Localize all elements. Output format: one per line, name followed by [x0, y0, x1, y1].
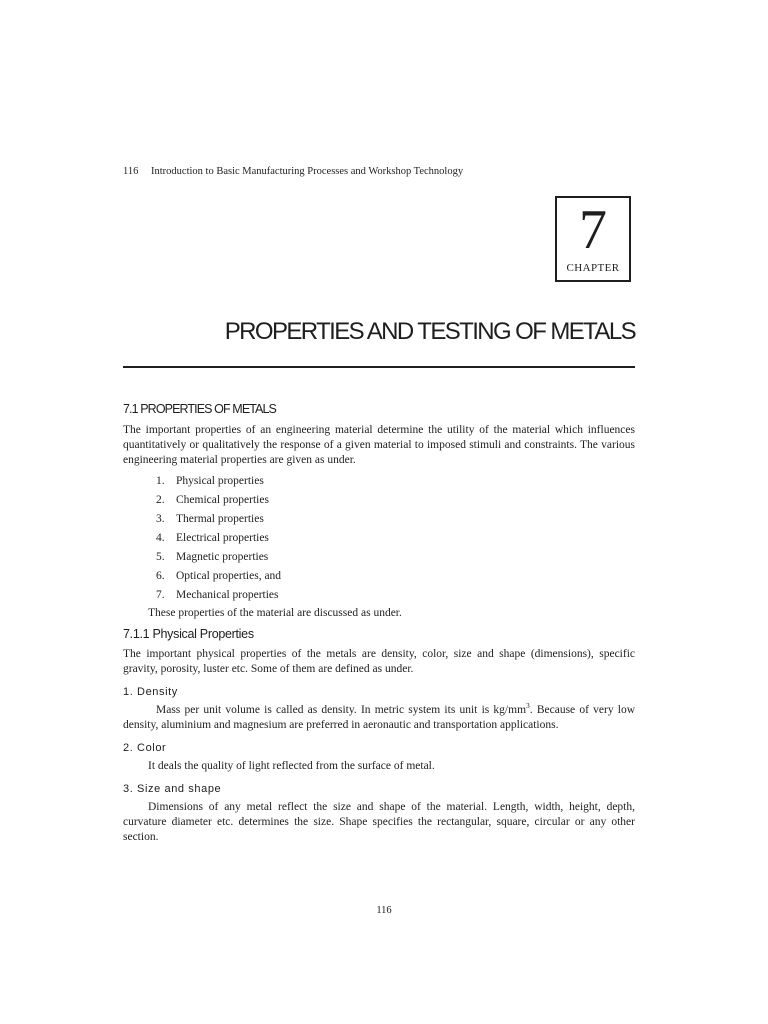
- list-item: 5. Magnetic properties: [156, 551, 269, 563]
- density-paragraph: Mass per unit volume is called as density. In metric system its unit is $kg/mm^3$. Because of very low density, aluminium and magnesium are preferred in aeronautic and transportation applications.: [123, 701, 636, 731]
- title-rule: [123, 366, 635, 368]
- section-7-1-intro: The important properties of an engineering material determine the utility of the material which influences quantitatively or qualitatively the response of a given material to imposed stimuli and constraints. The various engineering material properties are given as under.: [123, 424, 635, 466]
- section-heading-7-1-1: 7.1.1 Physical Properties: [123, 627, 254, 641]
- chapter-box: [555, 196, 631, 282]
- section-heading-7-1: 7.1 PROPERTIES OF METALS: [123, 402, 276, 416]
- list-item: 3. Thermal properties: [156, 513, 264, 525]
- superscript-3: 3: [526, 701, 530, 711]
- section-7-1-closing: These properties of the material are discussed as under.: [148, 607, 402, 619]
- list-item: 1. Physical properties: [156, 475, 264, 487]
- chapter-number: 7: [579, 199, 607, 261]
- running-head-book-title: Introduction to Basic Manufacturing Processes and Workshop Technology: [151, 166, 464, 177]
- color-paragraph: It deals the quality of light reflected from the surface of metal.: [148, 760, 435, 772]
- page-body: [123, 402, 635, 845]
- running-head: [123, 166, 463, 177]
- running-head-page-number: 116: [123, 166, 139, 177]
- size-shape-heading: 3. Size and shape: [123, 783, 222, 795]
- chapter-label: CHAPTER: [566, 262, 620, 274]
- footer-page-number: 116: [376, 905, 392, 916]
- list-item: 2. Chemical properties: [156, 494, 269, 506]
- list-item: 4. Electrical properties: [156, 532, 269, 544]
- chapter-title: PROPERTIES AND TESTING OF METALS: [224, 318, 635, 345]
- density-heading: 1. Density: [123, 686, 178, 698]
- size-shape-paragraph: Dimensions of any metal reflect the size and shape of the material. Length, width, height, depth, curvature diameter etc. determines the size. Shape specifies the rectangular, square, circular or any other section.: [123, 801, 635, 843]
- properties-list: [156, 472, 635, 605]
- list-item: 6. Optical properties, and: [156, 570, 282, 582]
- section-7-1-1-intro: The important physical properties of the metals are density, color, size and shape (dimensions), specific gravity, porosity, luster etc. Some of them are defined as under.: [123, 648, 635, 675]
- list-item: 7. Mechanical properties: [156, 589, 279, 601]
- color-heading: 2. Color: [123, 742, 167, 754]
